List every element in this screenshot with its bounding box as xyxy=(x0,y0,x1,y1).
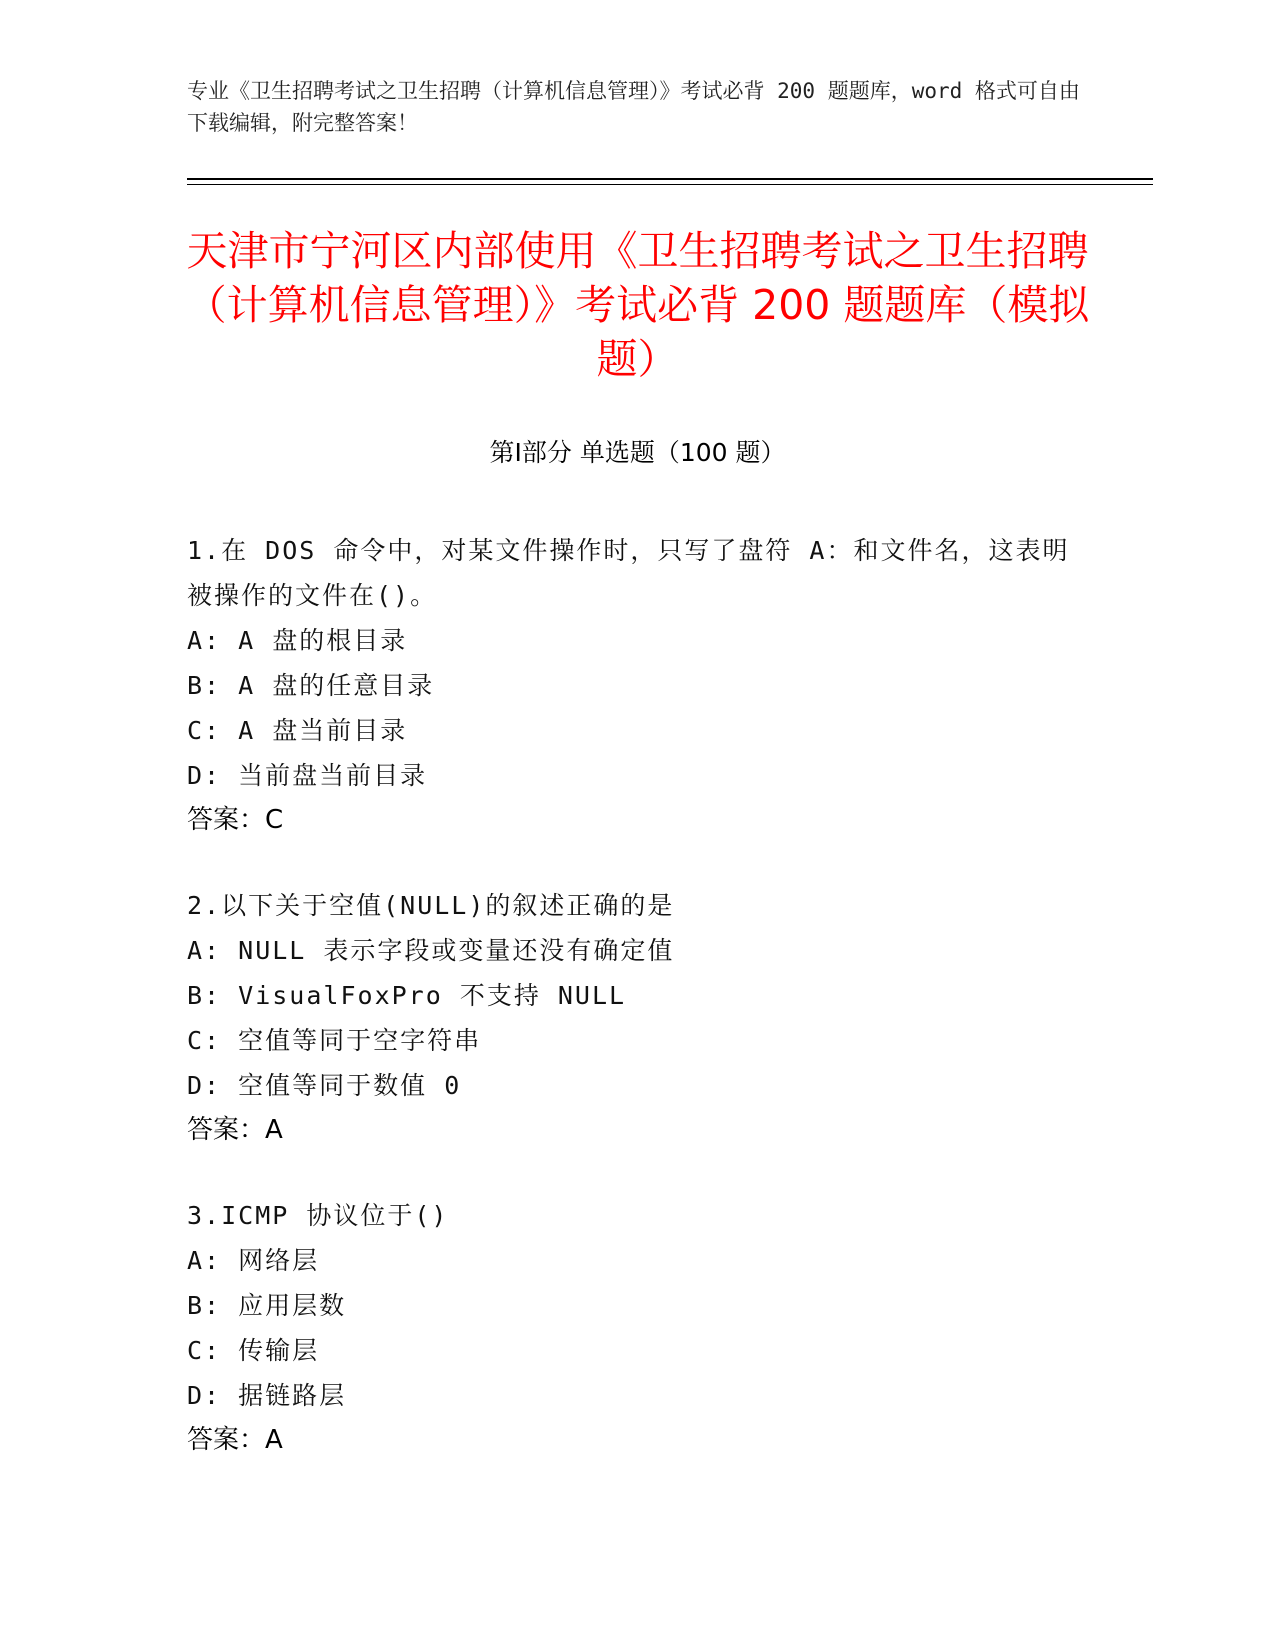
question-text: 2.以下关于空值(NULL)的叙述正确的是 xyxy=(187,891,675,920)
question-3 xyxy=(187,1193,1087,1463)
option-d: D: 空值等同于数值 0 xyxy=(187,1071,462,1100)
document-title: 天津市宁河区内部使用《卫生招聘考试之卫生招聘（计算机信息管理）》考试必背 200 题题库（模拟题） xyxy=(185,227,1090,383)
option-a: A: NULL 表示字段或变量还没有确定值 xyxy=(187,936,675,965)
header-note: 专业《卫生招聘考试之卫生招聘（计算机信息管理）》考试必背 200 题题库，word 格式可自由下载编辑，附完整答案！ xyxy=(187,79,1080,135)
section-heading: 第Ⅰ部分 单选题（100 题） xyxy=(489,438,786,467)
answer: 答案：C xyxy=(187,805,284,835)
answer: 答案：A xyxy=(187,1425,283,1455)
option-d: D: 据链路层 xyxy=(187,1381,347,1410)
header-divider-thick xyxy=(187,178,1153,180)
option-a: A: 网络层 xyxy=(187,1246,320,1275)
answer: 答案：A xyxy=(187,1115,283,1145)
option-a: A: A 盘的根目录 xyxy=(187,626,408,655)
option-b: B: 应用层数 xyxy=(187,1291,347,1320)
option-c: C: A 盘当前目录 xyxy=(187,716,408,745)
question-1 xyxy=(187,528,1087,843)
question-2 xyxy=(187,883,1087,1153)
option-b: B: VisualFoxPro 不支持 NULL xyxy=(187,981,627,1010)
header-divider-thin xyxy=(187,184,1153,185)
option-d: D: 当前盘当前目录 xyxy=(187,761,428,790)
question-text: 3.ICMP 协议位于() xyxy=(187,1201,449,1230)
option-c: C: 传输层 xyxy=(187,1336,320,1365)
question-text: 1.在 DOS 命令中，对某文件操作时，只写了盘符 A：和文件名，这表明被操作的文件在()。 xyxy=(187,536,1070,610)
option-b: B: A 盘的任意目录 xyxy=(187,671,435,700)
question-list xyxy=(187,528,1087,1503)
option-c: C: 空值等同于空字符串 xyxy=(187,1026,482,1055)
